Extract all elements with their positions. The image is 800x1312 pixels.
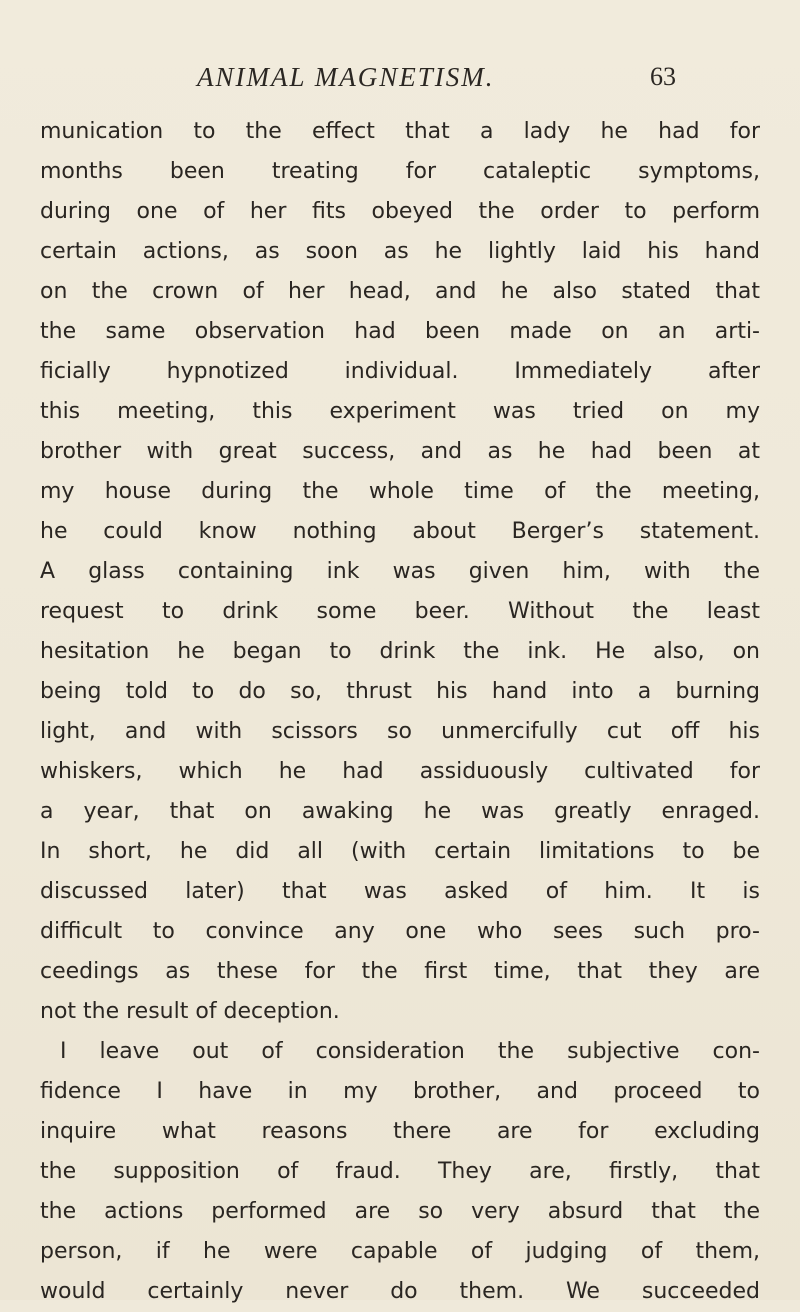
text-line: months been treating for cataleptic symptoms, [40, 159, 760, 184]
text-line: ficially hypnotized individual. Immediately after [40, 359, 760, 384]
text-line: a year, that on awaking he was greatly enraged. [40, 799, 760, 824]
running-head [0, 62, 800, 102]
text-line: certain actions, as soon as he lightly laid his hand [40, 239, 760, 264]
text-line: not the result of deception. [40, 999, 340, 1024]
text-line: during one of her fits obeyed the order to perform [40, 199, 760, 224]
running-title: ANIMAL MAGNETISM. [197, 62, 495, 92]
text-line: being told to do so, thrust his hand into a burning [40, 679, 760, 704]
body-text [40, 112, 760, 1312]
page-number: 63 [650, 62, 676, 91]
text-line: this meeting, this experiment was tried on my [40, 399, 760, 424]
text-line: person, if he were capable of judging of them, [40, 1239, 760, 1264]
text-line: fidence I have in my brother, and proceed to [40, 1079, 760, 1104]
text-line: the same observation had been made on an arti- [40, 319, 760, 344]
text-line: he could know nothing about Berger’s statement. [40, 519, 760, 544]
text-line: hesitation he began to drink the ink. He also, on [40, 639, 760, 664]
text-line: the supposition of fraud. They are, firstly, that [40, 1159, 760, 1184]
text-line: discussed later) that was asked of him. It is [40, 879, 760, 904]
text-line: my house during the whole time of the meeting, [40, 479, 760, 504]
text-line: I leave out of consideration the subjective con- [60, 1039, 760, 1064]
text-line: whiskers, which he had assiduously cultivated for [40, 759, 760, 784]
text-line: In short, he did all (with certain limitations to be [40, 839, 760, 864]
text-line: munication to the effect that a lady he had for [40, 119, 760, 144]
text-line: ceedings as these for the first time, that they are [40, 959, 760, 984]
text-line: the actions performed are so very absurd that the [40, 1199, 760, 1224]
text-line: would certainly never do them. We succeeded [40, 1279, 760, 1304]
text-line: A glass containing ink was given him, with the [40, 559, 760, 584]
text-line: request to drink some beer. Without the least [40, 599, 760, 624]
text-line: difficult to convince any one who sees such pro- [40, 919, 760, 944]
text-line: inquire what reasons there are for excluding [40, 1119, 760, 1144]
text-line: on the crown of her head, and he also stated that [40, 279, 760, 304]
text-line: light, and with scissors so unmercifully cut off his [40, 719, 760, 744]
text-line: brother with great success, and as he had been at [40, 439, 760, 464]
